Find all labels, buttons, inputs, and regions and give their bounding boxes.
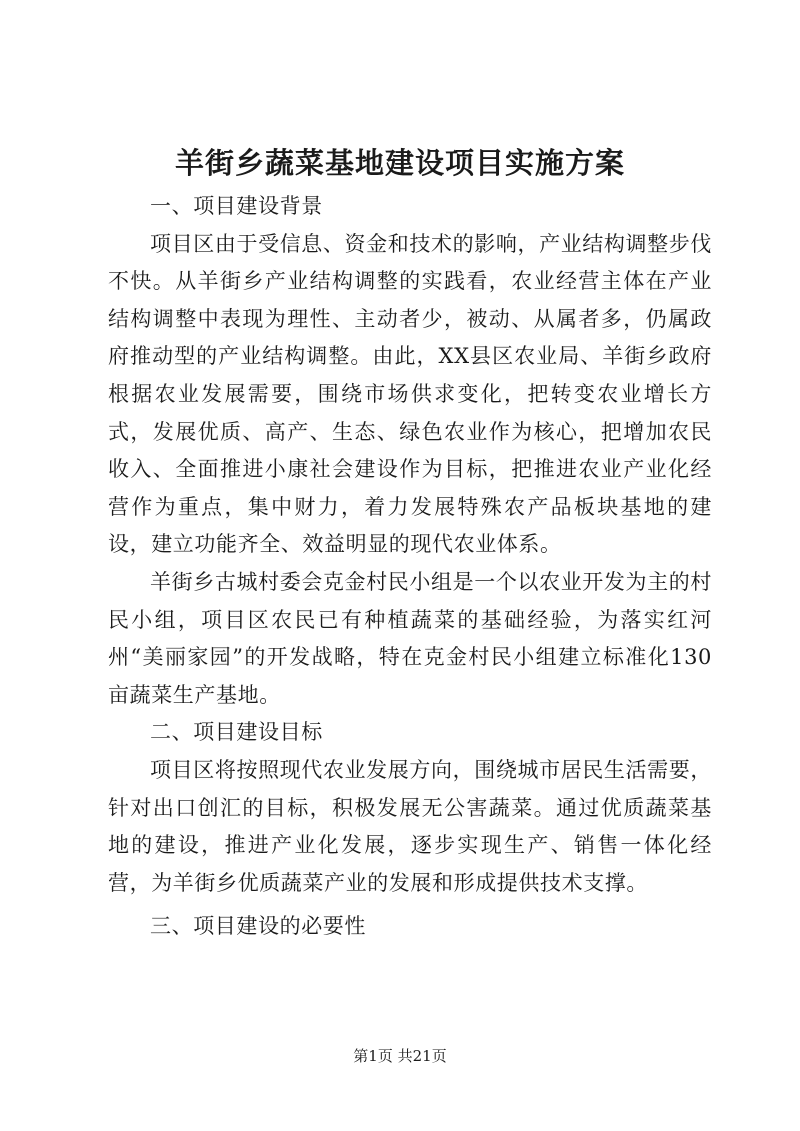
paragraph-background: 项目区由于受信息、资金和技术的影响，产业结构调整步伐不快。从羊街乡产业结构调整的实践看，农业经营主体在产业结构调整中表现为理性、主动者少，被动、从属者多，仍属政府推动型的产业结构调整。由此，XX县区农业局、羊街乡政府根据农业发展需要，围绕市场供求变化，把转变农业增长方式，发展优质、高产、生态、绿色农业作为核心，把增加农民收入、全面推进小康社会建设作为目标，把推进农业产业化经营作为重点，集中财力，着力发展特殊农产品板块基地的建设，建立功能齐全、效益明显的现代农业体系。 bbox=[108, 231, 712, 557]
paragraph-goals: 项目区将按照现代农业发展方向，围绕城市居民生活需要，针对出口创汇的目标，积极发展无公害蔬菜。通过优质蔬菜基地的建设，推进产业化发展，逐步实现生产、销售一体化经营，为羊街乡优质蔬菜产业的发展和形成提供技术支撑。 bbox=[108, 757, 712, 895]
document-body bbox=[108, 188, 712, 946]
document-title: 羊街乡蔬菜基地建设项目实施方案 bbox=[174, 146, 625, 180]
section-heading-background: 一、项目建设背景 bbox=[150, 194, 323, 218]
page-footer: 第1页 共21页 bbox=[353, 1047, 447, 1065]
paragraph-project-area: 羊街乡古城村委会克金村民小组是一个以农业开发为主的村民小组，项目区农民已有种植蔬菜的基础经验，为落实红河州“美丽家园”的开发战略，特在克金村民小组建立标准化130亩蔬菜生产基地。 bbox=[108, 569, 712, 707]
section-heading-necessity: 三、项目建设的必要性 bbox=[150, 914, 366, 939]
section-heading-goals: 二、项目建设目标 bbox=[150, 720, 323, 745]
